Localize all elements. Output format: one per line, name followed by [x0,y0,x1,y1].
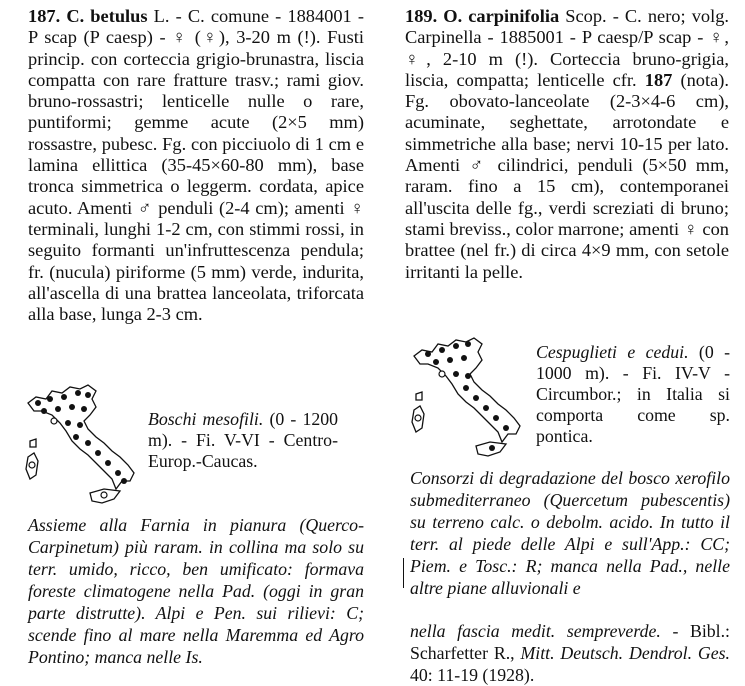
ecology-note-189: Consorzi di degradazione del bosco xerofilo submediterraneo (Quercetum pubescentis) su terreno calc. o debolm. acido. In tutto il terr. al piede delle Alpi e sull'App.: CC; Piem. e Tosc.: R; manca nella Pad., nelle altre piane alluvionali e [410,468,730,598]
citation-detail: 40: 11-19 (1928). [410,665,535,685]
entry-number: 187. [28,6,61,26]
entry-text-continued: (nota). Fg. obovato-lanceolate (2-3×4-6 cm), acuminate, seghettate, arrotondate e simmetriche alla base; nervi 10-15 per lato. Amenti ♂ cilindrici, penduli (5×50 mm, raram. fino a 15 cm), contemporanei all'uscita delle fg., verdi screziati di bruno; stami breviss., color marrone; amenti ♀ con brattee (nel fr.) di circa 4×9 mm, con setole irritanti la pelle. [405,69,729,282]
distribution-map-187 [24,381,144,515]
note-habitat: nella fascia medit. sempreverde. [410,621,661,641]
species-name: O. carpinifolia [443,6,560,26]
distribution-map-189 [410,334,530,468]
cross-reference: 187 [644,69,673,90]
entry-number: 189. [405,6,438,26]
entry-189-description [405,6,729,283]
habitat-187 [148,409,338,472]
entry-187 [28,6,364,325]
habitat-details: (0 - 1200 m). - Fi. V-VI - Centro-Europ.-Caucas. [148,409,339,471]
entry-text: Scop. - C. nero; volg. Carpinella - 1885001 - P caesp/P scap - ♀, ♀, 2-10 m (!). Corteccia bruno-grigia, liscia, compatta; lenticelle cfr. [405,6,729,90]
habitat-type: Boschi mesofili. [148,409,264,429]
ecology-note-189-continued [410,620,730,686]
entry-187-description [28,6,364,325]
entry-text: L. - C. comune - 1884001 - P scap (P caesp) - ♀ (♀), 3-20 m (!). Fusti princip. con corteccia grigio-brunastra, liscia compatta con rare fratture trasv.; rami giov. bruno-rossastri; lenticelle nulle o rare, puntiformi; gemme acute (2×5 mm) rossastre, pubesc. Fg. con picciuolo di 1 cm e lamina ellittica (35-45×60-80 mm), base tronca simmetrica o leggerm. cordata, apice acuto. Amenti ♂ penduli (2-4 cm); amenti ♀ terminali, lunghi 1-2 cm, con stimmi rossi, in seguito formanti un'infruttescenza pendula; fr. (nucula) piriforme (5 mm) verde, indurita, all'ascella di una brattea lanceolata, triforcata alla base, lunga 2-3 cm. [28,6,364,325]
habitat-189 [536,342,730,447]
habitat-details: (0 - 1000 m). - Fi. IV-V - Circumbor.; in Italia si comporta come sp. pontica. [536,342,730,446]
habitat-type: Cespuglieti e cedui. [536,342,689,362]
entry-189 [405,6,729,283]
bibliography-label: - Bibl.: Scharfetter R., [410,621,730,663]
species-name: C. betulus [66,6,148,26]
margin-rule [403,558,404,588]
journal-title: Mitt. Deutsch. Dendrol. Ges. [520,643,730,663]
ecology-note-187: Assieme alla Farnia in pianura (Querco-Carpinetum) più raram. in collina ma solo su terr. umido, ricco, ben umificato: formava foreste climatogene nella Pad. (oggi in gran parte distrutte). Alpi e Pen. sui rilievi: C; scende fino al mare nella Maremma ed Agro Pontino; manca nelle Is. [28,515,364,667]
